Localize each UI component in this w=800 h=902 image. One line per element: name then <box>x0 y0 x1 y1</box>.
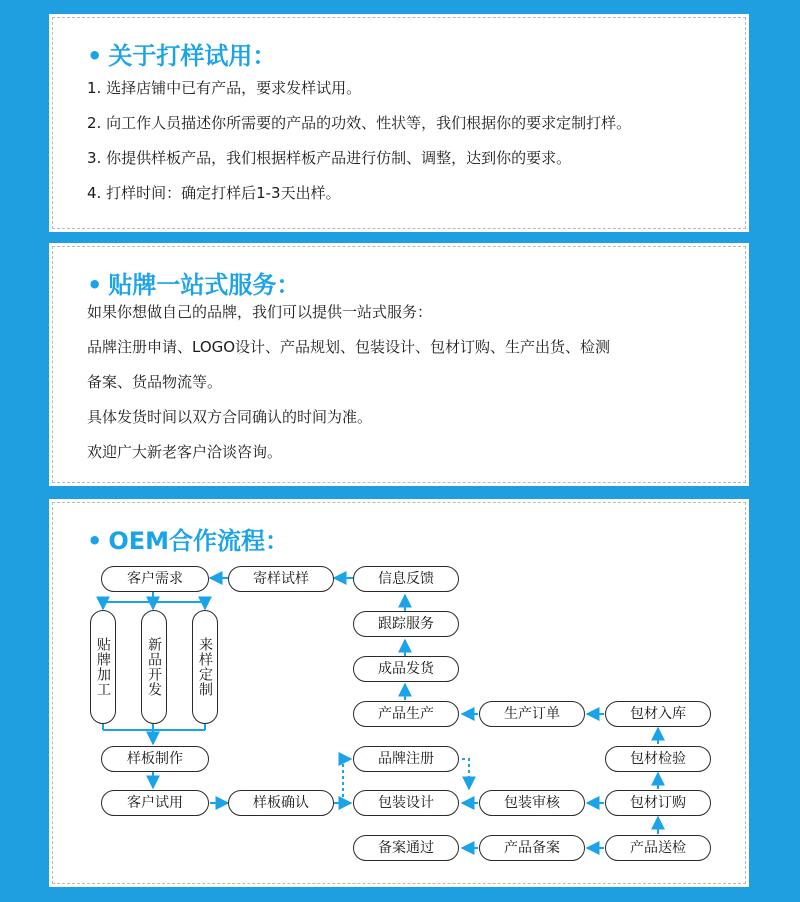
node-product-filing: 产品备案 <box>479 835 585 861</box>
node-package-design: 包装设计 <box>353 790 459 816</box>
dotted-design-to-brand <box>343 759 351 803</box>
bullet-dot-icon: • <box>87 271 103 299</box>
node-custom-sample-label: 来样定制 <box>197 637 213 697</box>
node-tracking: 跟踪服务 <box>353 611 459 637</box>
node-customer-trial: 客户试用 <box>101 790 209 816</box>
sample-trial-line: 4. 打样时间：确定打样后1-3天出样。 <box>87 184 341 202</box>
oem-service-line: 品牌注册申请、LOGO设计、产品规划、包装设计、包材订购、生产出货、检测 <box>87 338 611 356</box>
sample-trial-title: 关于打样试用： <box>108 42 277 70</box>
oem-process-title: OEM合作流程： <box>108 527 290 555</box>
dotted-brand-to-review <box>462 759 469 789</box>
oem-service-title: 贴牌一站式服务： <box>108 271 301 299</box>
node-brand-registration: 品牌注册 <box>353 746 459 772</box>
node-new-product-dev-label: 新品开发 <box>146 637 162 697</box>
oem-service-line: 如果你想做自己的品牌，我们可以提供一站式服务： <box>87 303 433 321</box>
bullet-dot-icon: • <box>87 527 103 555</box>
node-sample-making: 样板制作 <box>101 746 209 772</box>
oem-service-heading <box>87 265 300 300</box>
node-material-storage: 包材入库 <box>605 701 711 727</box>
node-product-inspection: 产品送检 <box>605 835 711 861</box>
node-finished-delivery: 成品发货 <box>353 656 459 682</box>
sample-trial-heading <box>87 36 276 71</box>
node-production: 产品生产 <box>353 701 459 727</box>
node-material-order: 包材订购 <box>605 790 711 816</box>
sample-trial-line: 3. 你提供样板产品，我们根据样板产品进行仿制、调整，达到你的要求。 <box>87 149 572 167</box>
node-customer-demand: 客户需求 <box>101 566 209 592</box>
node-sample-confirm: 样板确认 <box>228 790 334 816</box>
node-custom-sample <box>192 610 218 724</box>
node-send-sample: 寄样试样 <box>228 566 334 592</box>
node-material-inspection: 包材检验 <box>605 746 711 772</box>
oem-process-panel <box>52 502 746 884</box>
node-package-review: 包装审核 <box>479 790 585 816</box>
node-oem-processing-label: 贴牌加工 <box>95 637 111 697</box>
sample-trial-list <box>87 78 631 218</box>
oem-service-line: 具体发货时间以双方合同确认的时间为准。 <box>87 408 373 426</box>
bullet-dot-icon: • <box>87 42 103 70</box>
node-oem-processing <box>90 610 116 724</box>
node-new-product-dev <box>141 610 167 724</box>
sample-trial-panel <box>52 17 746 229</box>
sample-trial-line: 2. 向工作人员描述你所需要的产品的功效、性状等，我们根据你的要求定制打样。 <box>87 114 632 132</box>
node-production-order: 生产订单 <box>479 701 585 727</box>
node-feedback: 信息反馈 <box>353 566 459 592</box>
oem-service-line: 备案、货品物流等。 <box>87 373 223 391</box>
sample-trial-line: 1. 选择店铺中已有产品，要求发样试用。 <box>87 79 362 97</box>
oem-service-line: 欢迎广大新老客户洽谈咨询。 <box>87 443 283 461</box>
node-filing-approved: 备案通过 <box>353 835 459 861</box>
oem-service-panel <box>52 246 746 483</box>
oem-service-list <box>87 302 610 477</box>
